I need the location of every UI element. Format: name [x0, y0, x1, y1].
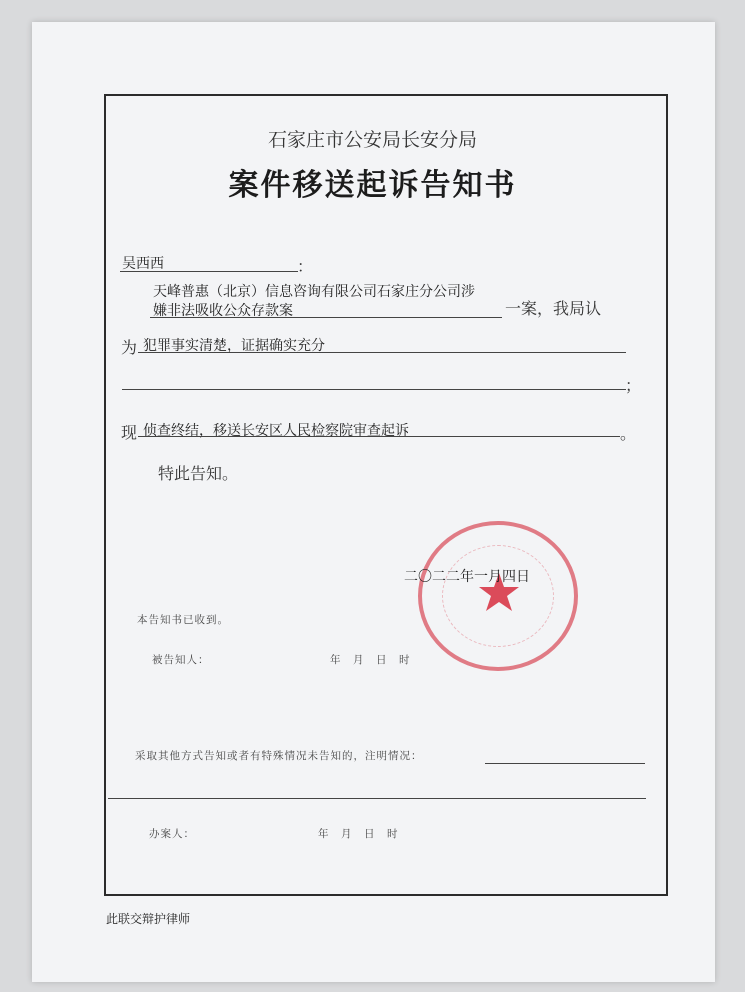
official-seal	[418, 521, 578, 671]
issue-date: 二〇二二年一月四日	[404, 569, 530, 585]
decision-underline	[138, 436, 620, 437]
case-name-line-2: 嫌非法吸收公众存款案	[153, 303, 293, 319]
decision-text: 侦查终结，移送长安区人民检察院审查起诉	[143, 423, 409, 439]
handler-label: 办案人：	[149, 828, 195, 840]
document-title: 案件移送起诉告知书	[228, 168, 517, 203]
reason-prefix: 为	[121, 338, 138, 357]
reason-underline-2	[122, 389, 626, 390]
alternative-note: 采取其他方式告知或者有特殊情况未告知的，注明情况：	[135, 750, 423, 762]
copy-note: 此联交辩护律师	[106, 912, 191, 926]
notified-person-label: 被告知人：	[152, 654, 210, 666]
reason-text: 犯罪事实清楚，证据确实充分	[143, 338, 325, 354]
reason-underline-1	[138, 352, 626, 353]
reason-end: ；	[625, 376, 642, 395]
case-suffix: 一案，我局认	[505, 299, 602, 318]
notice-text: 特此告知。	[158, 464, 239, 483]
handler-date-blank: 年 月 日 时	[318, 828, 399, 840]
alternative-note-line-2	[108, 798, 646, 799]
recipient-underline	[120, 271, 298, 272]
decision-prefix: 现	[121, 423, 138, 442]
recipient-colon: ：	[297, 257, 314, 276]
case-name-line-1: 天峰普惠（北京）信息咨询有限公司石家庄分公司涉	[153, 284, 475, 300]
case-name-underline	[150, 317, 502, 318]
agency-name: 石家庄市公安局长安分局	[267, 129, 477, 151]
recipient-name: 吴西西	[122, 256, 164, 272]
document-frame	[104, 94, 668, 896]
notified-date-blank: 年 月 日 时	[330, 654, 411, 666]
decision-end: 。	[620, 424, 637, 443]
alternative-note-underline	[485, 763, 645, 764]
received-text: 本告知书已收到。	[137, 614, 229, 626]
